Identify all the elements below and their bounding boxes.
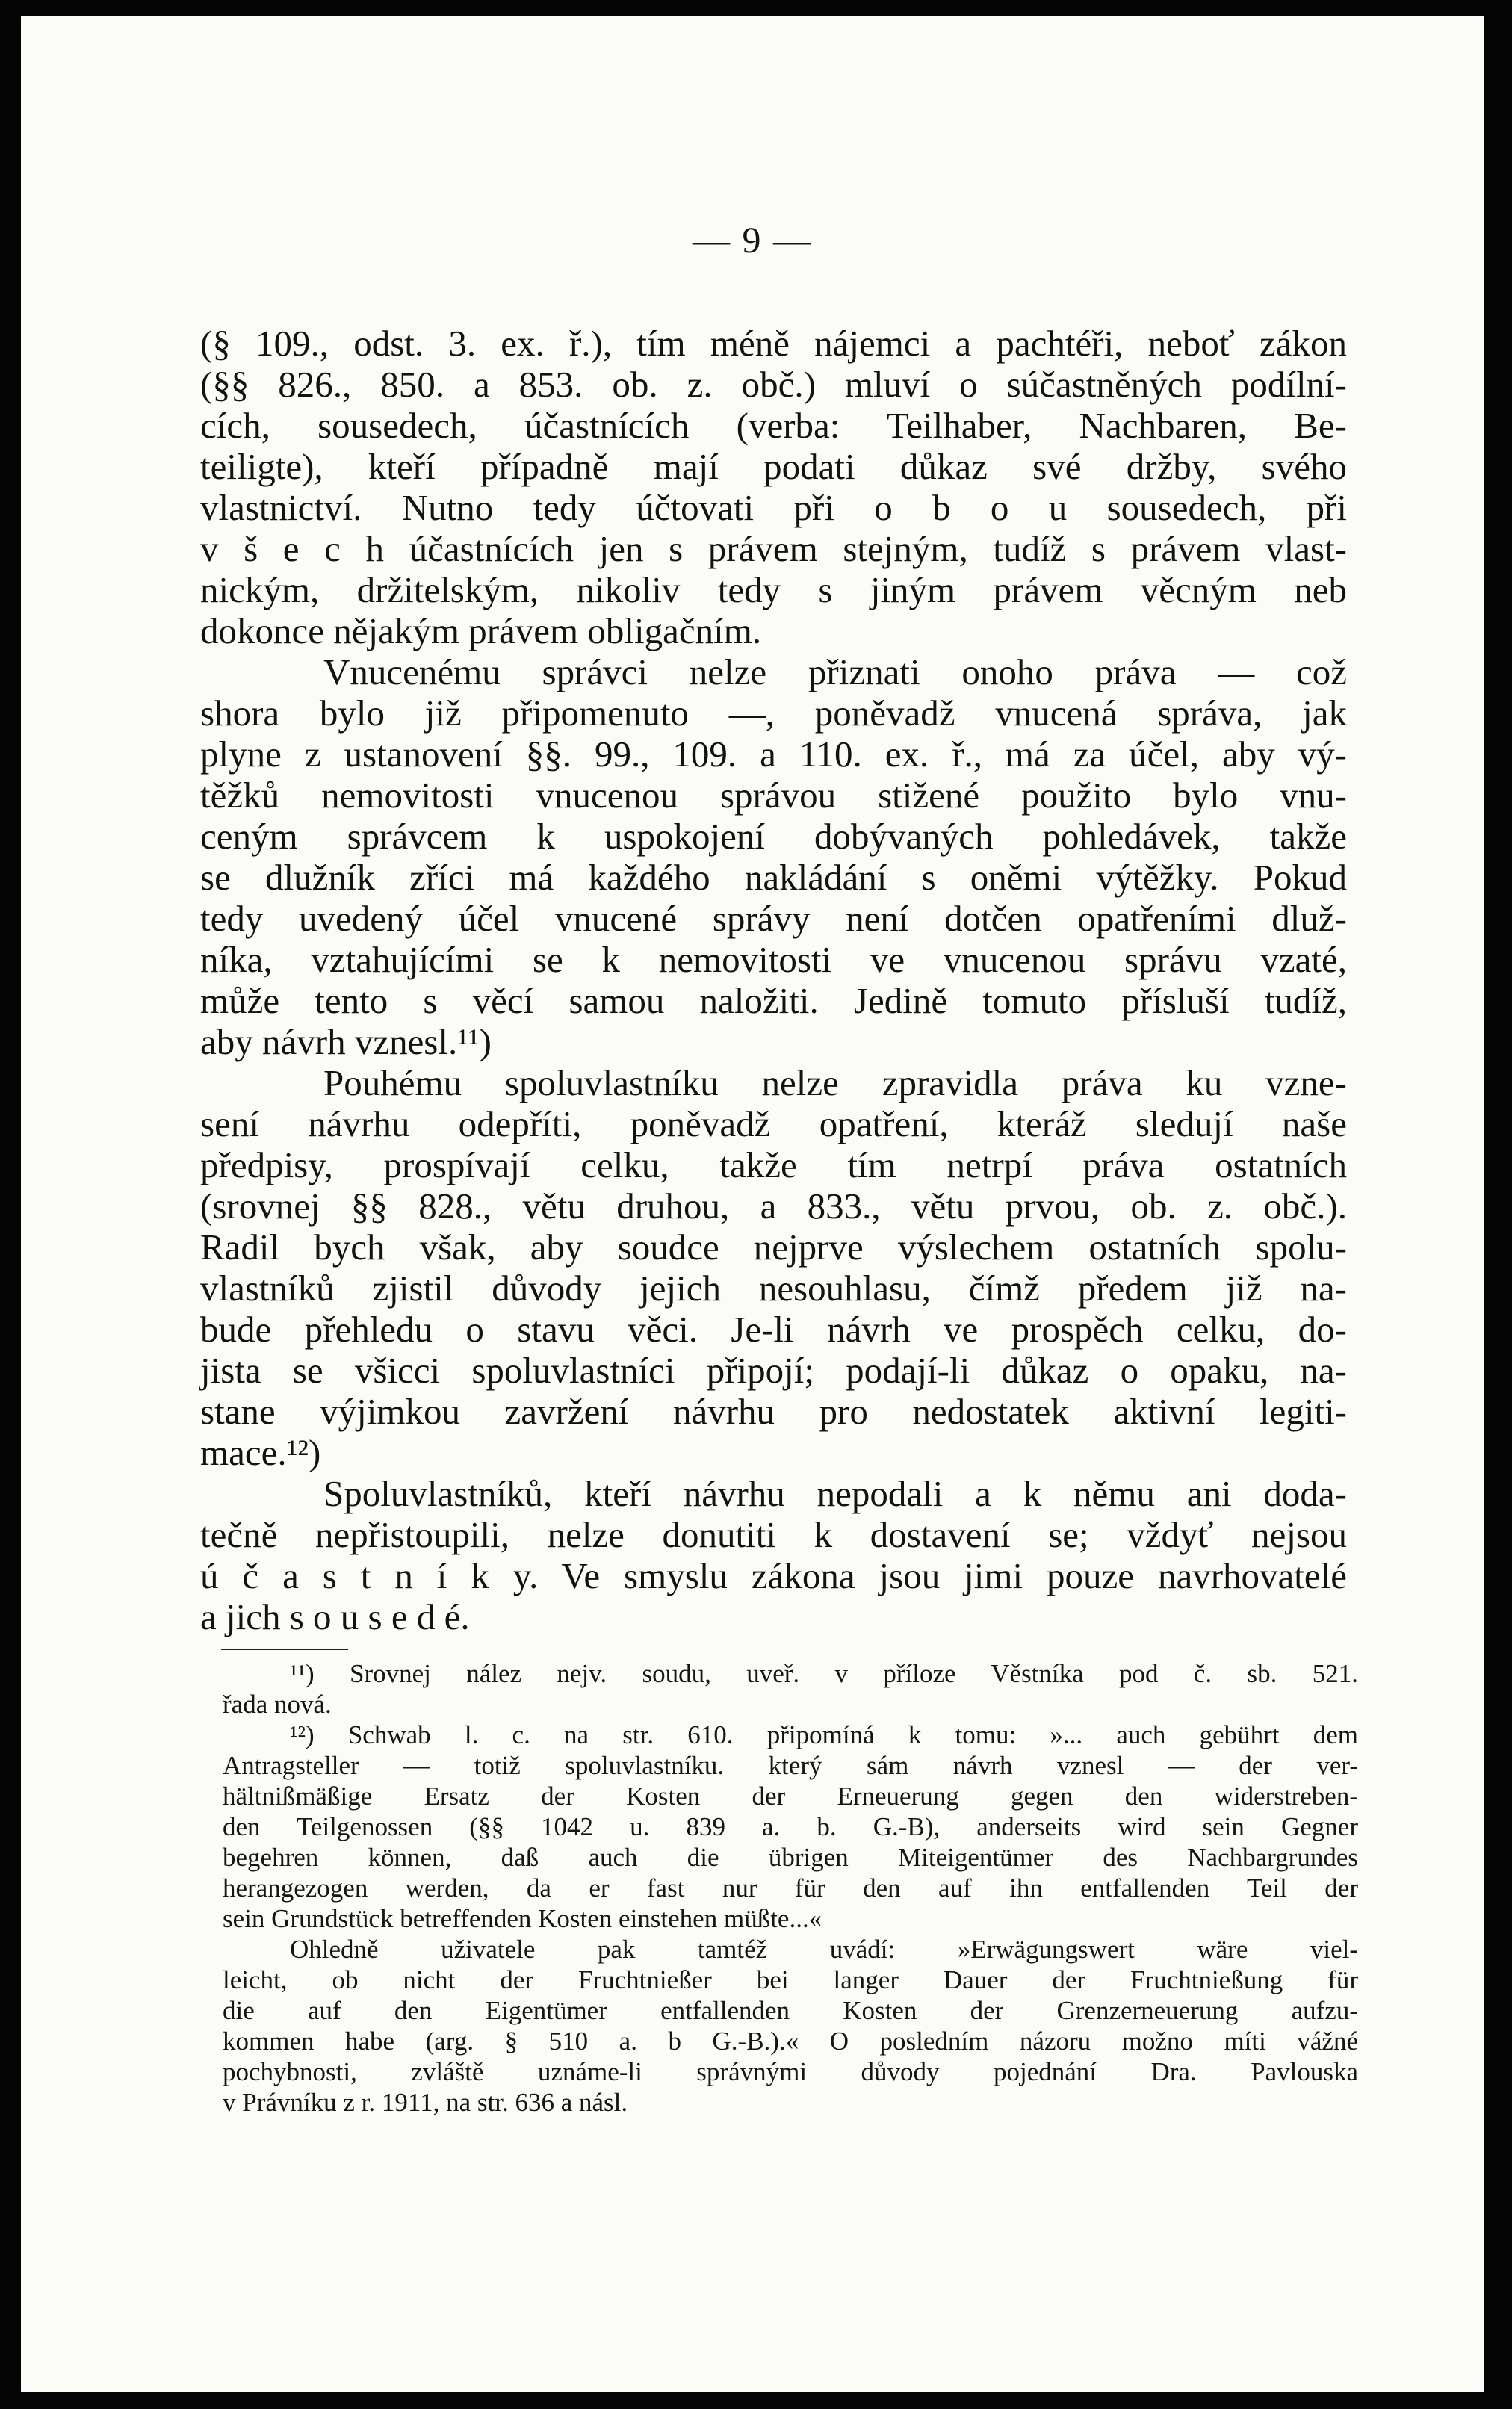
text-line: vlastnictví. Nutno tedy účtovati při o b o u sousedech, při [200, 487, 1347, 528]
text-line: ceným správcem k uspokojení dobývaných pohledávek, takže [200, 816, 1347, 857]
text-line: se dlužník zříci má každého nakládání s oněmi výtěžky. Pokud [200, 857, 1347, 898]
text-line: a jich s o u s e d é. [200, 1596, 470, 1637]
text-line: ú č a s t n í k y. Ve smyslu zákona jsou jimi pouze navrhovatelé [200, 1555, 1347, 1596]
text-line: bude přehledu o stavu věci. Je-li návrh ve prospěch celku, do- [200, 1309, 1347, 1350]
text-line: tečně nepřistoupili, nelze donutiti k dostavení se; vždyť nejsou [200, 1514, 1347, 1555]
text-line: Vnucenému správci nelze přiznati onoho práva — což [323, 651, 1347, 692]
footnotes [223, 1658, 1358, 2118]
text-line: těžků nemovitosti vnucenou správou stižené použito bylo vnu- [200, 775, 1347, 816]
text-line: (§§ 826., 850. a 853. ob. z. obč.) mluví o súčastněných podílní- [200, 364, 1347, 405]
footnote-line: Antragsteller — totiž spoluvlastníku. který sám návrh vznesl — der ver- [223, 1751, 1358, 1780]
text-line: mace.¹²) [200, 1432, 321, 1473]
text-line: Spoluvlastníků, kteří návrhu nepodali a k němu ani doda- [323, 1473, 1347, 1514]
text-line: níka, vztahujícími se k nemovitosti ve vnucenou správu vzaté, [200, 939, 1347, 980]
text-line: (§ 109., odst. 3. ex. ř.), tím méně nájemci a pachtéři, neboť zákon [200, 323, 1347, 364]
text-line: dokonce nějakým právem obligačním. [200, 610, 762, 651]
footnote-line: pochybnosti, zvláště uznáme-li správnými důvody pojednání Dra. Pavlouska [223, 2057, 1358, 2086]
text-line: aby návrh vznesl.¹¹) [200, 1021, 492, 1062]
footnote-divider [221, 1649, 348, 1650]
text-line: nickým, držitelským, nikoliv tedy s jiným právem věcným neb [200, 569, 1347, 610]
footnote-line: herangezogen werden, da er fast nur für den auf ihn entfallenden Teil der [223, 1873, 1358, 1903]
footnote-line: kommen habe (arg. § 510 a. b G.-B.).« O posledním názoru možno míti vážné [223, 2027, 1358, 2056]
text-line: Radil bych však, aby soudce nejprve výslechem ostatních spolu- [200, 1227, 1347, 1268]
text-line: shora bylo již připomenuto —, poněvadž vnucená správa, jak [200, 692, 1347, 734]
footnote-line: leicht, ob nicht der Fruchtnießer bei langer Dauer der Fruchtnießung für [223, 1965, 1358, 1994]
text-line: vlastníků zjistil důvody jejich nesouhlasu, čímž předem již na- [200, 1268, 1347, 1309]
text-line: plyne z ustanovení §§. 99., 109. a 110. ex. ř., má za účel, aby vý- [200, 734, 1347, 775]
footnote-line: řada nová. [223, 1690, 332, 1719]
footnote-line: v Právníku z r. 1911, na str. 636 a násl. [223, 2088, 628, 2117]
text-line: (srovnej §§ 828., větu druhou, a 833., větu prvou, ob. z. obč.). [200, 1185, 1347, 1227]
text-line: stane výjimkou zavržení návrhu pro nedostatek aktivní legiti- [200, 1391, 1347, 1432]
text-line: sení návrhu odepříti, poněvadž opatření, kteráž sledují naše [200, 1103, 1347, 1144]
footnote-line: die auf den Eigentümer entfallenden Kosten der Grenzerneuerung aufzu- [223, 1996, 1358, 2025]
book-page [21, 16, 1484, 2392]
page-number: — 9 — [693, 219, 812, 261]
footnote-line: begehren können, daß auch die übrigen Miteigentümer des Nachbargrundes [223, 1843, 1358, 1872]
text-line: může tento s věcí samou naložiti. Jedině tomuto přísluší tudíž, [200, 980, 1347, 1021]
footnote-line: ¹²) Schwab l. c. na str. 610. připomíná k tomu: »... auch gebührt dem [290, 1720, 1358, 1749]
footnote-line: ¹¹) Srovnej nález nejv. soudu, uveř. v příloze Věstníka pod č. sb. 521. [290, 1659, 1358, 1688]
footnote-line: Ohledně uživatele pak tamtéž uvádí: »Erwägungswert wäre viel- [290, 1935, 1358, 1964]
text-line: tedy uvedený účel vnucené správy není dotčen opatřeními dluž- [200, 898, 1347, 939]
footnote-line: den Teilgenossen (§§ 1042 u. 839 a. b. G.-B), anderseits wird sein Gegner [223, 1812, 1358, 1841]
text-line: jista se všicci spoluvlastníci připojí; podají-li důkaz o opaku, na- [200, 1350, 1347, 1391]
text-line: předpisy, prospívají celku, takže tím netrpí práva ostatních [200, 1144, 1347, 1185]
text-line: Pouhému spoluvlastníku nelze zpravidla práva ku vzne- [323, 1062, 1347, 1103]
footnote-line: sein Grundstück betreffenden Kosten einstehen müßte...« [223, 1904, 822, 1933]
text-line: teiligte), kteří případně mají podati důkaz své držby, svého [200, 446, 1347, 487]
main-text [200, 323, 1347, 1637]
text-line: v š e c h účastnících jen s právem stejným, tudíž s právem vlast- [200, 528, 1347, 569]
footnote-line: hältnißmäßige Ersatz der Kosten der Erneuerung gegen den widerstreben- [223, 1782, 1358, 1811]
text-line: cích, sousedech, účastnících (verba: Teilhaber, Nachbaren, Be- [200, 405, 1347, 446]
